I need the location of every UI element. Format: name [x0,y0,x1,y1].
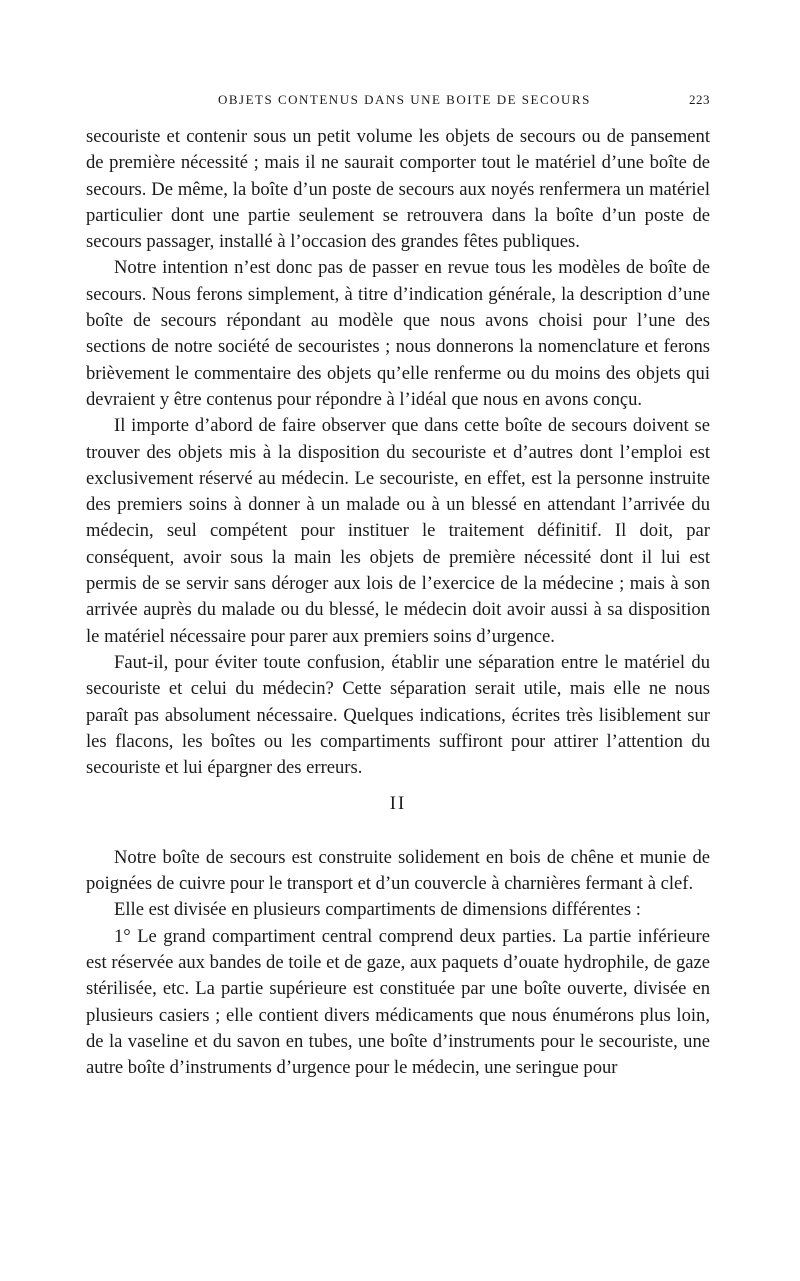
paragraph: Notre intention n’est donc pas de passer en revue tous les modèles de boîte de secours. Nous ferons simplement, à titre d’indication générale, la description d’une boîte de secours répondant au modèle que nous avons choisi pour l’une des sections de notre société de secouristes ; nous donnerons la nomenclature et ferons brièvement le commentaire des objets qu’elle renferme ou du moins des objets qui devraient y être contenus pour répondre à l’idéal que nous en avons conçu. [86,257,710,410]
running-header [86,92,710,112]
paragraph: Faut-il, pour éviter toute confusion, établir une séparation entre le matériel du secouriste et celui du médecin? Cette séparation serait utile, mais elle ne nous paraît pas absolument nécessaire. Quelques indications, écrites très lisiblement sur les flacons, les boîtes ou les compartiments suffiront pour attirer l’attention du secouriste et lui épargner des erreurs. [86,651,710,779]
paragraph: 1° Le grand compartiment central comprend deux parties. La partie inférieure est réservée aux bandes de toile et de gaze, aux paquets d’ouate hydrophile, de gaze stérilisée, etc. La partie supérieure est constituée par une boîte ouverte, divisée en plusieurs casiers ; elle contient divers médicaments que nous énumérons plus loin, de la vaseline et du savon en tubes, une boîte d’instruments pour le secouriste, une autre boîte d’instruments d’urgence pour le médecin, une seringue pour [86,925,710,1079]
paragraph: Il importe d’abord de faire observer que dans cette boîte de secours doivent se trouver des objets mis à la disposition du secouriste et d’autres dont l’emploi est exclusivement réservé au médecin. Le secouriste, en effet, est la personne instruite des premiers soins à donner à un malade ou à un blessé en attendant l’arrivée du médecin, seul compétent pour instituer le traitement définitif. Il doit, par conséquent, avoir sous la main les objets de première nécessité dont il lui est permis de se servir sans déroger aux lois de l’exercice de la médecine ; mais à son arrivée auprès du malade ou du blessé, le médecin doit avoir aussi à sa disposition le matériel nécessaire pour parer aux premiers soins d’urgence. [86,415,710,647]
section-heading: II [389,793,407,815]
paragraph-continuation: secouriste et contenir sous un petit volume les objets de secours ou de pansement de première nécessité ; mais il ne saurait comporter tout le matériel d’une boîte de secours. De même, la boîte d’un poste de secours aux noyés renfermera un matériel particulier dont une partie seulement se retrouvera dans la boîte d’un poste de secours passager, installé à l’occasion des grandes fêtes publiques. [86,126,710,253]
page-body [86,124,710,1081]
paragraph: Notre boîte de secours est construite solidement en bois de chêne et munie de poignées de cuivre pour le transport et d’un couvercle à charnières fermant à clef. [86,846,710,895]
page-number: 223 [689,92,710,107]
paragraph: Elle est divisée en plusieurs compartiments de dimensions différentes : [114,899,641,921]
running-title: OBJETS CONTENUS DANS UNE BOITE DE SECOURS [218,92,591,107]
